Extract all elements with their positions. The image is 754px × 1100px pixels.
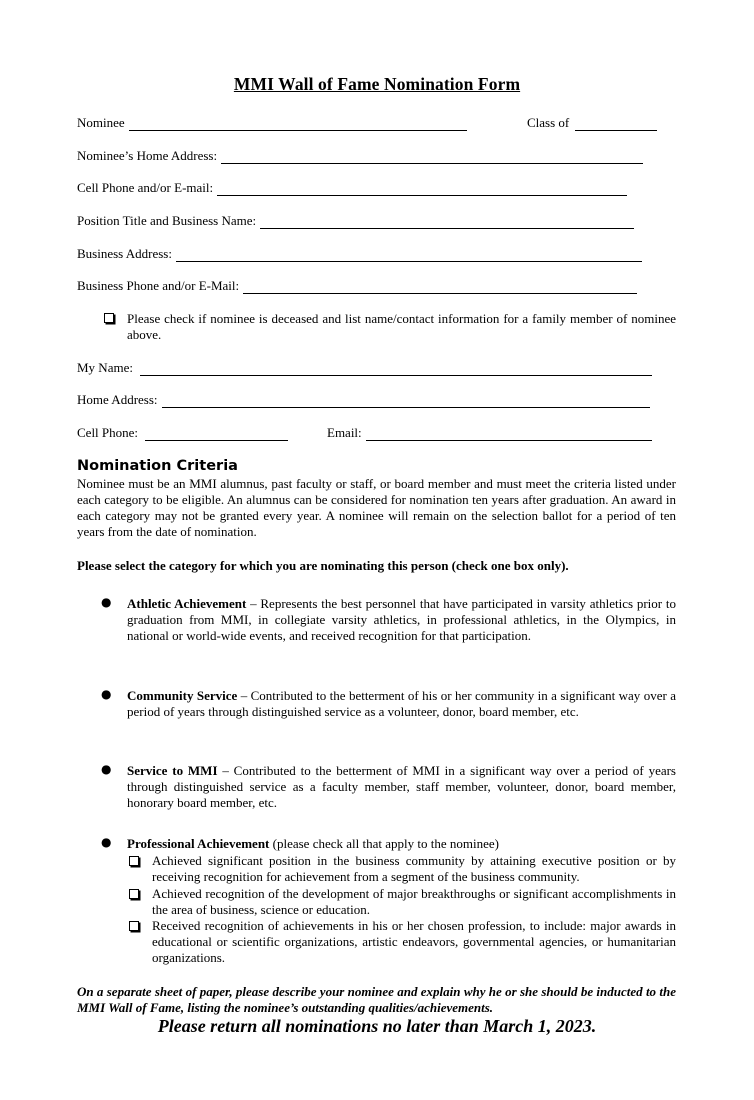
class-of-label: Class of	[527, 115, 570, 130]
cell-email-row	[77, 179, 627, 196]
my-home-address-label: Home Address:	[77, 392, 158, 407]
business-phone-label: Business Phone and/or E-Mail:	[77, 278, 240, 293]
category-professional	[127, 836, 676, 852]
my-name-label: My Name:	[77, 360, 133, 375]
cell-phone-field[interactable]	[145, 428, 288, 441]
email-label: Email:	[327, 425, 362, 440]
category-community	[127, 688, 676, 720]
my-name-row	[77, 359, 652, 376]
bullet-icon: ●	[101, 687, 112, 701]
class-of-field[interactable]	[575, 118, 657, 131]
category-athletic-name: Athletic Achievement	[127, 596, 247, 611]
professional-option-2-text: Achieved recognition of the development of major breakthroughs or significant accomplishments in the area of business, science or education.	[152, 886, 676, 917]
bullet-icon: ●	[101, 595, 112, 609]
email-row	[327, 424, 652, 441]
professional-option-3-checkbox[interactable]	[129, 921, 139, 931]
form-title: MMI Wall of Fame Nomination Form	[233, 74, 521, 94]
category-professional-desc: (please check all that apply to the nominee)	[269, 836, 499, 851]
criteria-body: Nominee must be an MMI alumnus, past faculty or staff, or board member and must meet the criteria listed under each category to be eligible. An alumnus can be considered for nomination ten years after graduation. An award in each category may not be granted every year. A nominee will remain on the selection ballot for a period of ten years from the date of nomination.	[77, 476, 676, 539]
category-athletic-desc: – Represents the best personnel that have participated in varsity athletics prior to graduation from MMI, in collegiate varsity athletics, in professional athletics, in the Olympics, in national or world-wide events, and received recognition for that participation.	[127, 596, 676, 643]
cell-phone-label: Cell Phone:	[77, 425, 139, 440]
business-phone-row	[77, 277, 637, 294]
deceased-checkbox[interactable]	[104, 313, 114, 323]
my-home-address-row	[77, 391, 650, 408]
category-professional-name: Professional Achievement	[127, 836, 270, 851]
professional-option-1-checkbox[interactable]	[129, 856, 139, 866]
business-address-row	[77, 245, 642, 262]
category-service	[127, 763, 676, 811]
deceased-check-text: Please check if nominee is deceased and list name/contact information for a family member of nominee above.	[127, 311, 676, 342]
bullet-icon: ●	[101, 835, 112, 849]
class-of-row	[527, 114, 657, 131]
professional-option-1-text: Achieved significant position in the business community by attaining executive position or by receiving recognition for achievement from a segment of the business community.	[152, 853, 676, 884]
nominee-row	[77, 114, 467, 131]
criteria-heading: Nomination Criteria	[77, 458, 238, 474]
business-phone-field[interactable]	[243, 281, 637, 294]
position-business-label: Position Title and Business Name:	[77, 213, 257, 228]
business-address-field[interactable]	[176, 249, 642, 262]
home-address-row	[77, 147, 643, 164]
nominee-field[interactable]	[129, 118, 467, 131]
cell-email-label: Cell Phone and/or E-mail:	[77, 180, 214, 195]
my-name-field[interactable]	[140, 363, 652, 376]
category-service-name: Service to MMI	[127, 763, 218, 778]
cell-email-field[interactable]	[217, 183, 627, 196]
professional-option-3-text: Received recognition of achievements in his or her chosen profession, to include: major awards in educational or scientific organizations, artistic endeavors, governmental agencies, or humanitarian organizations.	[152, 918, 676, 965]
nominee-label: Nominee	[77, 115, 125, 130]
category-community-name: Community Service	[127, 688, 238, 703]
bullet-icon: ●	[101, 762, 112, 776]
position-business-field[interactable]	[260, 216, 634, 229]
deadline-notice: Please return all nominations no later than March 1, 2023.	[157, 1016, 597, 1036]
category-community-desc: – Contributed to the betterment of his or her community in a significant way over a period of years through distinguished service as a volunteer, donor, board member, etc.	[127, 688, 676, 719]
my-home-address-field[interactable]	[162, 395, 650, 408]
home-address-field[interactable]	[221, 151, 643, 164]
cell-phone-row	[77, 424, 288, 441]
category-instruction: Please select the category for which you are nominating this person (check one box only).	[77, 558, 569, 573]
home-address-label: Nominee’s Home Address:	[77, 148, 218, 163]
category-service-desc: – Contributed to the betterment of MMI in a significant way over a period of years through distinguished service as a faculty member, staff member, volunteer, donor, board member, honorary board member, etc.	[127, 763, 676, 810]
closing-instruction: On a separate sheet of paper, please describe your nominee and explain why he or she should be inducted to the MMI Wall of Fame, listing the nominee’s outstanding qualities/achievements.	[77, 984, 676, 1015]
email-field[interactable]	[366, 428, 652, 441]
professional-option-2-checkbox[interactable]	[129, 889, 139, 899]
position-business-row	[77, 212, 634, 229]
business-address-label: Business Address:	[77, 246, 172, 261]
category-athletic	[127, 596, 676, 644]
